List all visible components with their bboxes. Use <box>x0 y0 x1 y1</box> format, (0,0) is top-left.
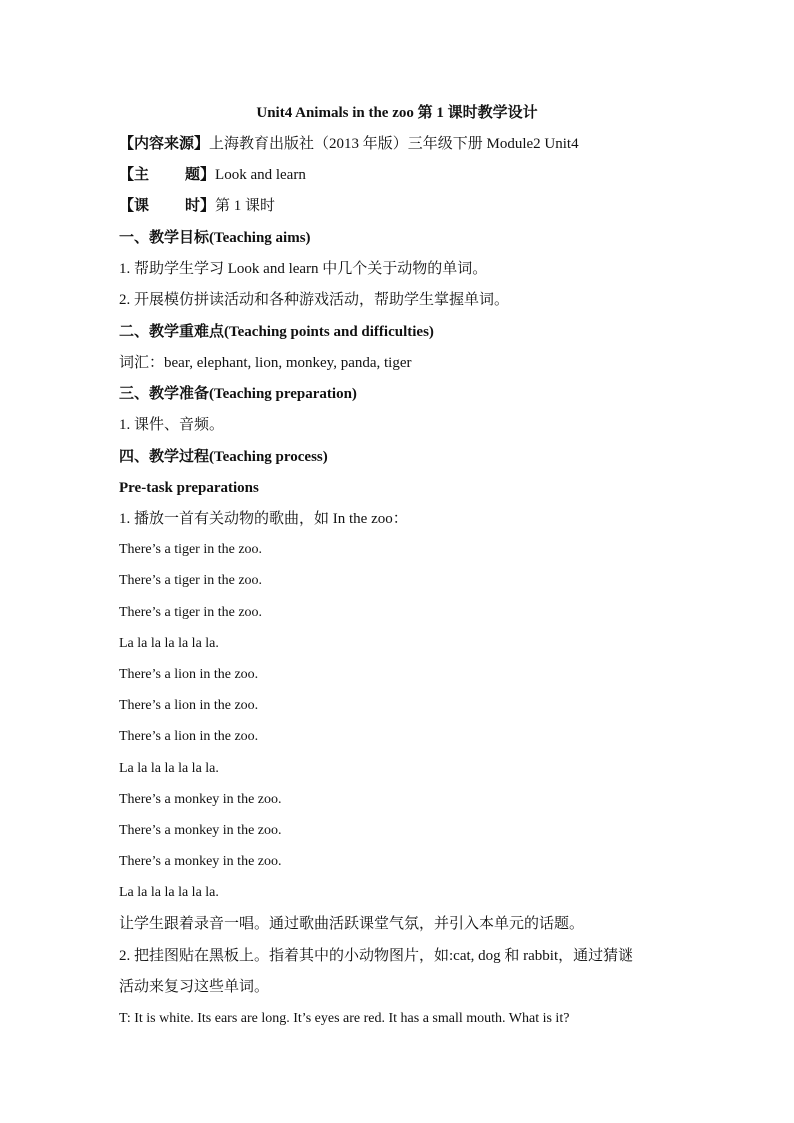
song-line: There’s a lion in the zoo. <box>119 667 259 682</box>
after-song-note: 让学生跟着录音一唱。通过歌曲活跃课堂气氛，并引入本单元的话题。 <box>119 916 585 932</box>
content-source-label: 【内容来源】 <box>119 136 210 152</box>
song-line: There’s a tiger in the zoo. <box>119 542 263 557</box>
section-key-points-heading: 二、教学重难点(Teaching points and difficulties) <box>119 324 434 340</box>
process-step-2-line-1: 2. 把挂图贴在黑板上。指着其中的小动物图片，如:cat, dog 和 rabbit，通过猜谜 <box>119 948 634 964</box>
song-line: La la la la la la la. <box>119 636 219 651</box>
section-process-heading: 四、教学过程(Teaching process) <box>119 449 328 465</box>
topic-label-end: 题】 <box>185 167 216 183</box>
period-label-start: 【课 <box>119 198 150 214</box>
preparation-item: 1. 课件、音频。 <box>119 417 225 433</box>
topic-value: Look and learn <box>215 167 306 183</box>
topic-line <box>119 165 306 185</box>
song-line: La la la la la la la. <box>119 885 219 900</box>
song-line: There’s a monkey in the zoo. <box>119 823 282 838</box>
song-line: La la la la la la la. <box>119 761 219 776</box>
process-step-1: 1. 播放一首有关动物的歌曲，如 In the zoo： <box>119 511 408 527</box>
process-step-2-line-2: 活动来复习这些单词。 <box>119 979 270 995</box>
period-label-end: 时】 <box>185 198 216 214</box>
topic-label-start: 【主 <box>119 167 150 183</box>
period-value: 第 1 课时 <box>215 198 276 214</box>
teacher-dialogue-line: T: It is white. Its ears are long. It’s eyes are red. It has a small mouth. What is it? <box>119 1011 570 1026</box>
section-aims-heading: 一、教学目标(Teaching aims) <box>119 230 311 246</box>
song-line: There’s a lion in the zoo. <box>119 698 259 713</box>
song-line: There’s a monkey in the zoo. <box>119 854 282 869</box>
song-line: There’s a monkey in the zoo. <box>119 792 282 807</box>
pre-task-subheading: Pre-task preparations <box>119 480 259 496</box>
song-line: There’s a lion in the zoo. <box>119 729 259 744</box>
section-preparation-heading: 三、教学准备(Teaching preparation) <box>119 386 357 402</box>
song-line: There’s a tiger in the zoo. <box>119 573 263 588</box>
song-line: There’s a tiger in the zoo. <box>119 605 263 620</box>
document-title: Unit4 Animals in the zoo 第 1 课时教学设计 <box>256 105 538 121</box>
period-line <box>119 196 275 216</box>
aims-item: 2. 开展模仿拼读活动和各种游戏活动，帮助学生掌握单词。 <box>119 292 510 308</box>
content-source-line <box>119 134 579 154</box>
content-source-value: 上海教育出版社（2013 年版）三年级下册 Module2 Unit4 <box>209 136 579 152</box>
aims-item: 1. 帮助学生学习 Look and learn 中几个关于动物的单词。 <box>119 261 488 277</box>
vocabulary-line: 词汇：bear, elephant, lion, monkey, panda, tiger <box>119 355 412 371</box>
